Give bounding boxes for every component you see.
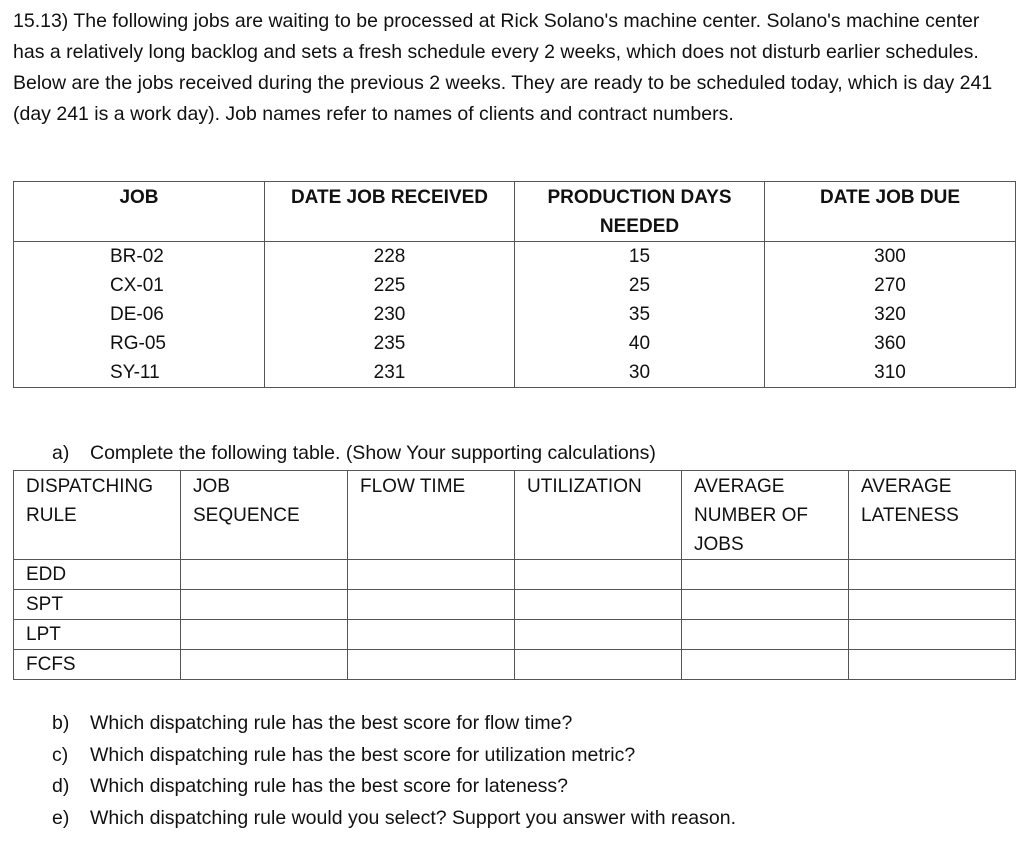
header-dispatching-rule: DISPATCHING RULE: [14, 471, 181, 560]
answer-cell[interactable]: [348, 620, 515, 650]
part-a-label: a): [52, 442, 70, 464]
list-item: [52, 708, 736, 740]
list-item: [52, 803, 736, 835]
date-due: 270: [765, 271, 1016, 300]
table-row: [14, 271, 1016, 300]
question-text: Which dispatching rule has the best score for utilization metric?: [90, 743, 636, 766]
production-days: 40: [515, 329, 765, 358]
part-a-instruction: [52, 439, 656, 467]
question-text: Which dispatching rule has the best score for lateness?: [90, 775, 569, 797]
job-name: SY-11: [14, 358, 265, 388]
header-average-number-of-jobs: AVERAGE NUMBER OF JOBS: [682, 471, 849, 560]
question-label: d): [52, 775, 70, 797]
problem-statement: 15.13) The following jobs are waiting to be processed at Rick Solano's machine center. Solano's machine center has a relatively long backlog and sets a fresh schedule every 2 weeks, which does not disturb earlier schedules. Below are the jobs received during the previous 2 weeks. They are ready to be scheduled today, which is day 241 (day 241 is a work day). Job names refer to names of clients and contract numbers.: [13, 10, 993, 125]
table-row: [14, 300, 1016, 329]
header-job-sequence: JOB SEQUENCE: [181, 471, 348, 560]
header-date-due: DATE JOB DUE: [765, 182, 1016, 242]
question-label: c): [52, 743, 69, 766]
table-row: [14, 650, 1016, 680]
answer-cell[interactable]: [348, 560, 515, 590]
date-due: 310: [765, 358, 1016, 388]
answer-cell[interactable]: [682, 620, 849, 650]
production-days: 15: [515, 242, 765, 272]
job-name: BR-02: [14, 242, 265, 272]
table-row: [14, 329, 1016, 358]
answer-cell[interactable]: [181, 590, 348, 620]
dispatch-header-row: [14, 471, 1016, 560]
jobs-table: [13, 181, 1016, 388]
header-average-lateness: AVERAGE LATENESS: [849, 471, 1016, 560]
answer-cell[interactable]: [348, 650, 515, 680]
rule-name: FCFS: [14, 650, 181, 680]
job-name: CX-01: [14, 271, 265, 300]
question-text: Which dispatching rule would you select? Support you answer with reason.: [90, 806, 737, 829]
answer-cell[interactable]: [348, 590, 515, 620]
rule-name: EDD: [14, 560, 181, 590]
rule-name: LPT: [14, 620, 181, 650]
header-date-received: DATE JOB RECEIVED: [265, 182, 515, 242]
answer-cell[interactable]: [849, 560, 1016, 590]
table-row: [14, 242, 1016, 272]
job-name: RG-05: [14, 329, 265, 358]
header-flow-time: FLOW TIME: [348, 471, 515, 560]
answer-cell[interactable]: [515, 620, 682, 650]
header-production-days: PRODUCTION DAYS NEEDED: [515, 182, 765, 242]
answer-cell[interactable]: [682, 650, 849, 680]
production-days: 30: [515, 358, 765, 388]
answer-cell[interactable]: [181, 620, 348, 650]
date-received: 235: [265, 329, 515, 358]
question-list: [52, 708, 736, 834]
list-item: [52, 771, 736, 803]
dispatching-table: [13, 470, 1016, 680]
table-row: [14, 620, 1016, 650]
question-text: Which dispatching rule has the best score for flow time?: [90, 712, 573, 734]
table-row: [14, 358, 1016, 388]
date-due: 320: [765, 300, 1016, 329]
answer-cell[interactable]: [682, 560, 849, 590]
job-name: DE-06: [14, 300, 265, 329]
answer-cell[interactable]: [849, 650, 1016, 680]
answer-cell[interactable]: [515, 560, 682, 590]
date-received: 230: [265, 300, 515, 329]
question-label: b): [52, 712, 70, 734]
question-label: e): [52, 806, 70, 829]
answer-cell[interactable]: [181, 650, 348, 680]
table-row: [14, 590, 1016, 620]
answer-cell[interactable]: [849, 620, 1016, 650]
jobs-header-row: [14, 182, 1016, 242]
date-received: 228: [265, 242, 515, 272]
answer-cell[interactable]: [849, 590, 1016, 620]
rule-name: SPT: [14, 590, 181, 620]
answer-cell[interactable]: [682, 590, 849, 620]
list-item: [52, 740, 736, 772]
answer-cell[interactable]: [515, 650, 682, 680]
part-a-text: Complete the following table. (Show Your supporting calculations): [90, 442, 656, 464]
header-utilization: UTILIZATION: [515, 471, 682, 560]
date-received: 225: [265, 271, 515, 300]
production-days: 35: [515, 300, 765, 329]
header-job: JOB: [14, 182, 265, 242]
production-days: 25: [515, 271, 765, 300]
answer-cell[interactable]: [181, 560, 348, 590]
answer-cell[interactable]: [515, 590, 682, 620]
date-received: 231: [265, 358, 515, 388]
date-due: 300: [765, 242, 1016, 272]
date-due: 360: [765, 329, 1016, 358]
table-row: [14, 560, 1016, 590]
